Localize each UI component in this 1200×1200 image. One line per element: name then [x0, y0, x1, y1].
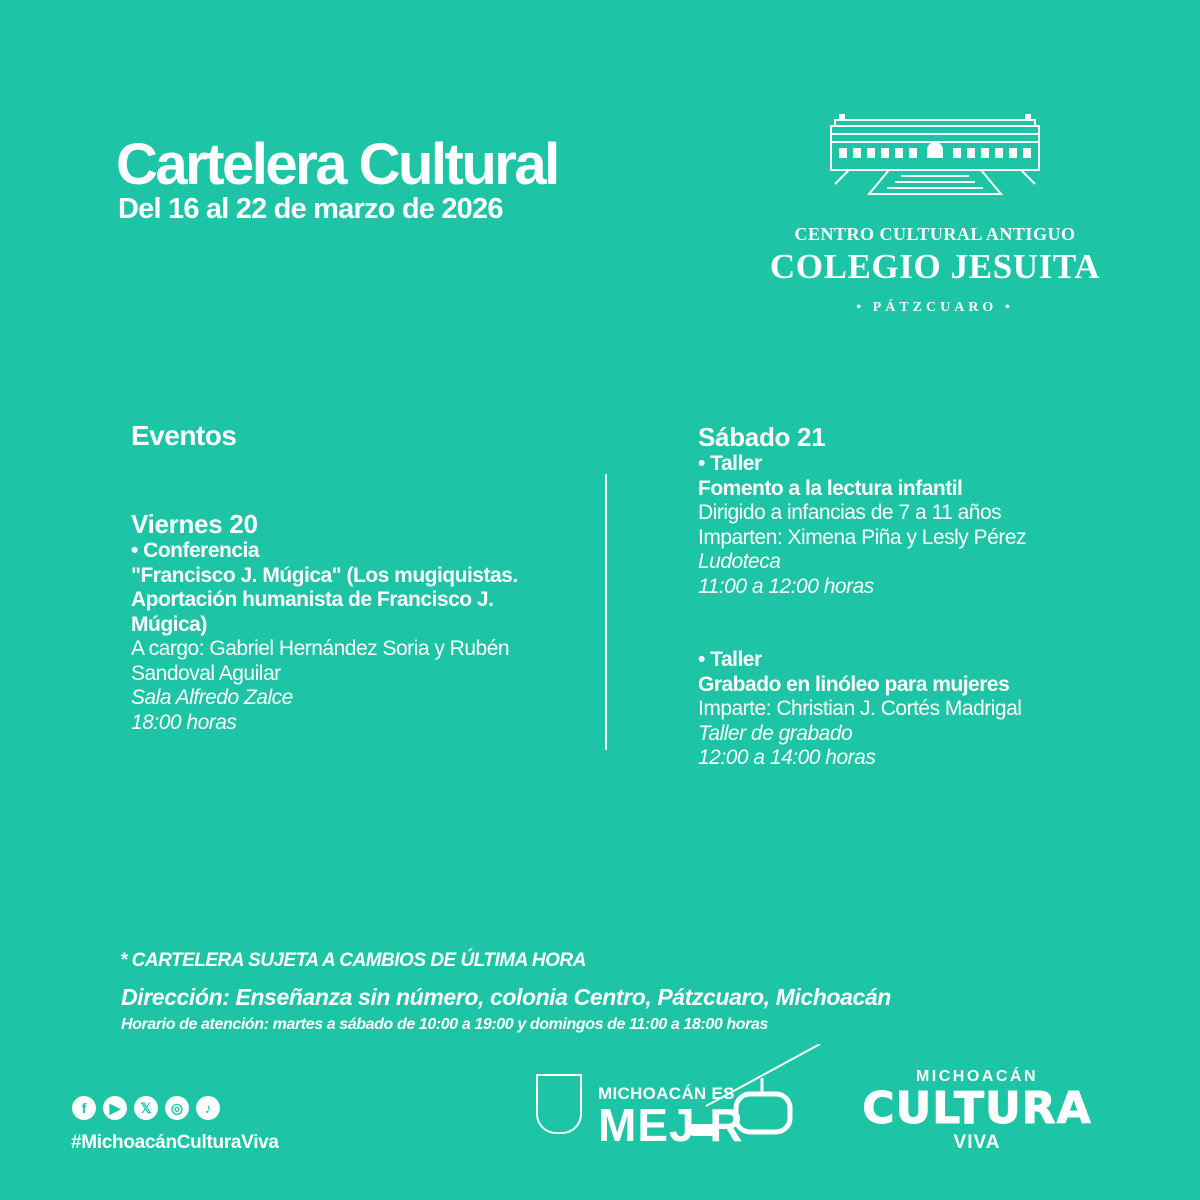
michoacan-es-text: MICHOACÁN ES [598, 1084, 735, 1103]
event-place: Ludoteca [698, 550, 781, 573]
event-place: Sala Alfredo Zalce [131, 686, 293, 709]
event-title: "Francisco J. Múgica" (Los mugiquistas. Aportación humanista de Francisco J. Múgica) [131, 563, 518, 636]
youtube-icon[interactable]: ▶ [103, 1096, 127, 1120]
cultura-logo-top: MICHOACÁN [915, 1068, 1039, 1085]
hashtag: #MichoacánCulturaViva [71, 1132, 279, 1153]
day-heading: Sábado 21 [698, 422, 826, 452]
schedule-notice: * CARTELERA SUJETA A CAMBIOS DE ÚLTIMA HORA [120, 950, 586, 971]
event-presenters: Imparten: Ximena Piña y Lesly Pérez [698, 525, 1026, 549]
saturday-events [698, 422, 1158, 771]
venue-logo-line1: CENTRO CULTURAL ANTIGUO [794, 224, 1076, 244]
event-time: 18:00 horas [131, 710, 237, 734]
colegio-jesuita-logo [740, 114, 1130, 314]
cultura-logo-main: CULTURA [862, 1083, 1092, 1134]
michoacan-es-mejor-logo [536, 1044, 836, 1154]
instagram-icon[interactable]: ◎ [165, 1096, 189, 1120]
event-time: 12:00 a 14:00 horas [698, 746, 876, 769]
event-type: • Taller [698, 452, 762, 475]
day-heading: Viernes 20 [131, 509, 258, 539]
column-divider [605, 474, 607, 750]
building-icon [829, 114, 1041, 198]
event-title: Fomento a la lectura infantil [698, 476, 963, 500]
tiktok-icon[interactable]: ♪ [196, 1096, 220, 1120]
social-links [72, 1096, 220, 1120]
cultura-logo-bottom: VIVA [953, 1132, 1001, 1154]
venue-logo-line2: COLEGIO JESUITA [769, 247, 1101, 286]
date-range: Del 16 al 22 de marzo de 2026 [118, 193, 503, 225]
event-type: • Conferencia [131, 539, 260, 562]
friday-events [131, 509, 561, 735]
x-icon[interactable]: 𝕏 [134, 1096, 158, 1120]
events-heading: Eventos [131, 420, 237, 451]
event-presenters: A cargo: Gabriel Hernández Soria y Rubén Sandoval Aguilar [131, 637, 510, 685]
venue-logo-line3: • PÁTZCUARO • [856, 300, 1014, 315]
opening-hours: Horario de atención: martes a sábado de 10:00 a 19:00 y domingos de 11:00 a 18:00 horas [121, 1016, 768, 1033]
event-place: Taller de grabado [698, 721, 853, 745]
facebook-icon[interactable]: f [72, 1096, 96, 1120]
page-title: Cartelera Cultural [116, 132, 558, 197]
event-audience: Dirigido a infancias de 7 a 11 años [698, 501, 1002, 524]
event-title: Grabado en linóleo para mujeres [698, 672, 1010, 696]
event-type: • Taller [698, 648, 762, 671]
mejor-text: MEJ R [598, 1099, 744, 1151]
michoacan-cultura-viva-logo [852, 1068, 1102, 1168]
address: Dirección: Enseñanza sin número, colonia Centro, Pátzcuaro, Michoacán [121, 984, 891, 1010]
event-time: 11:00 a 12:00 horas [698, 574, 874, 598]
event-presenters: Imparte: Christian J. Cortés Madrigal [698, 697, 1022, 720]
